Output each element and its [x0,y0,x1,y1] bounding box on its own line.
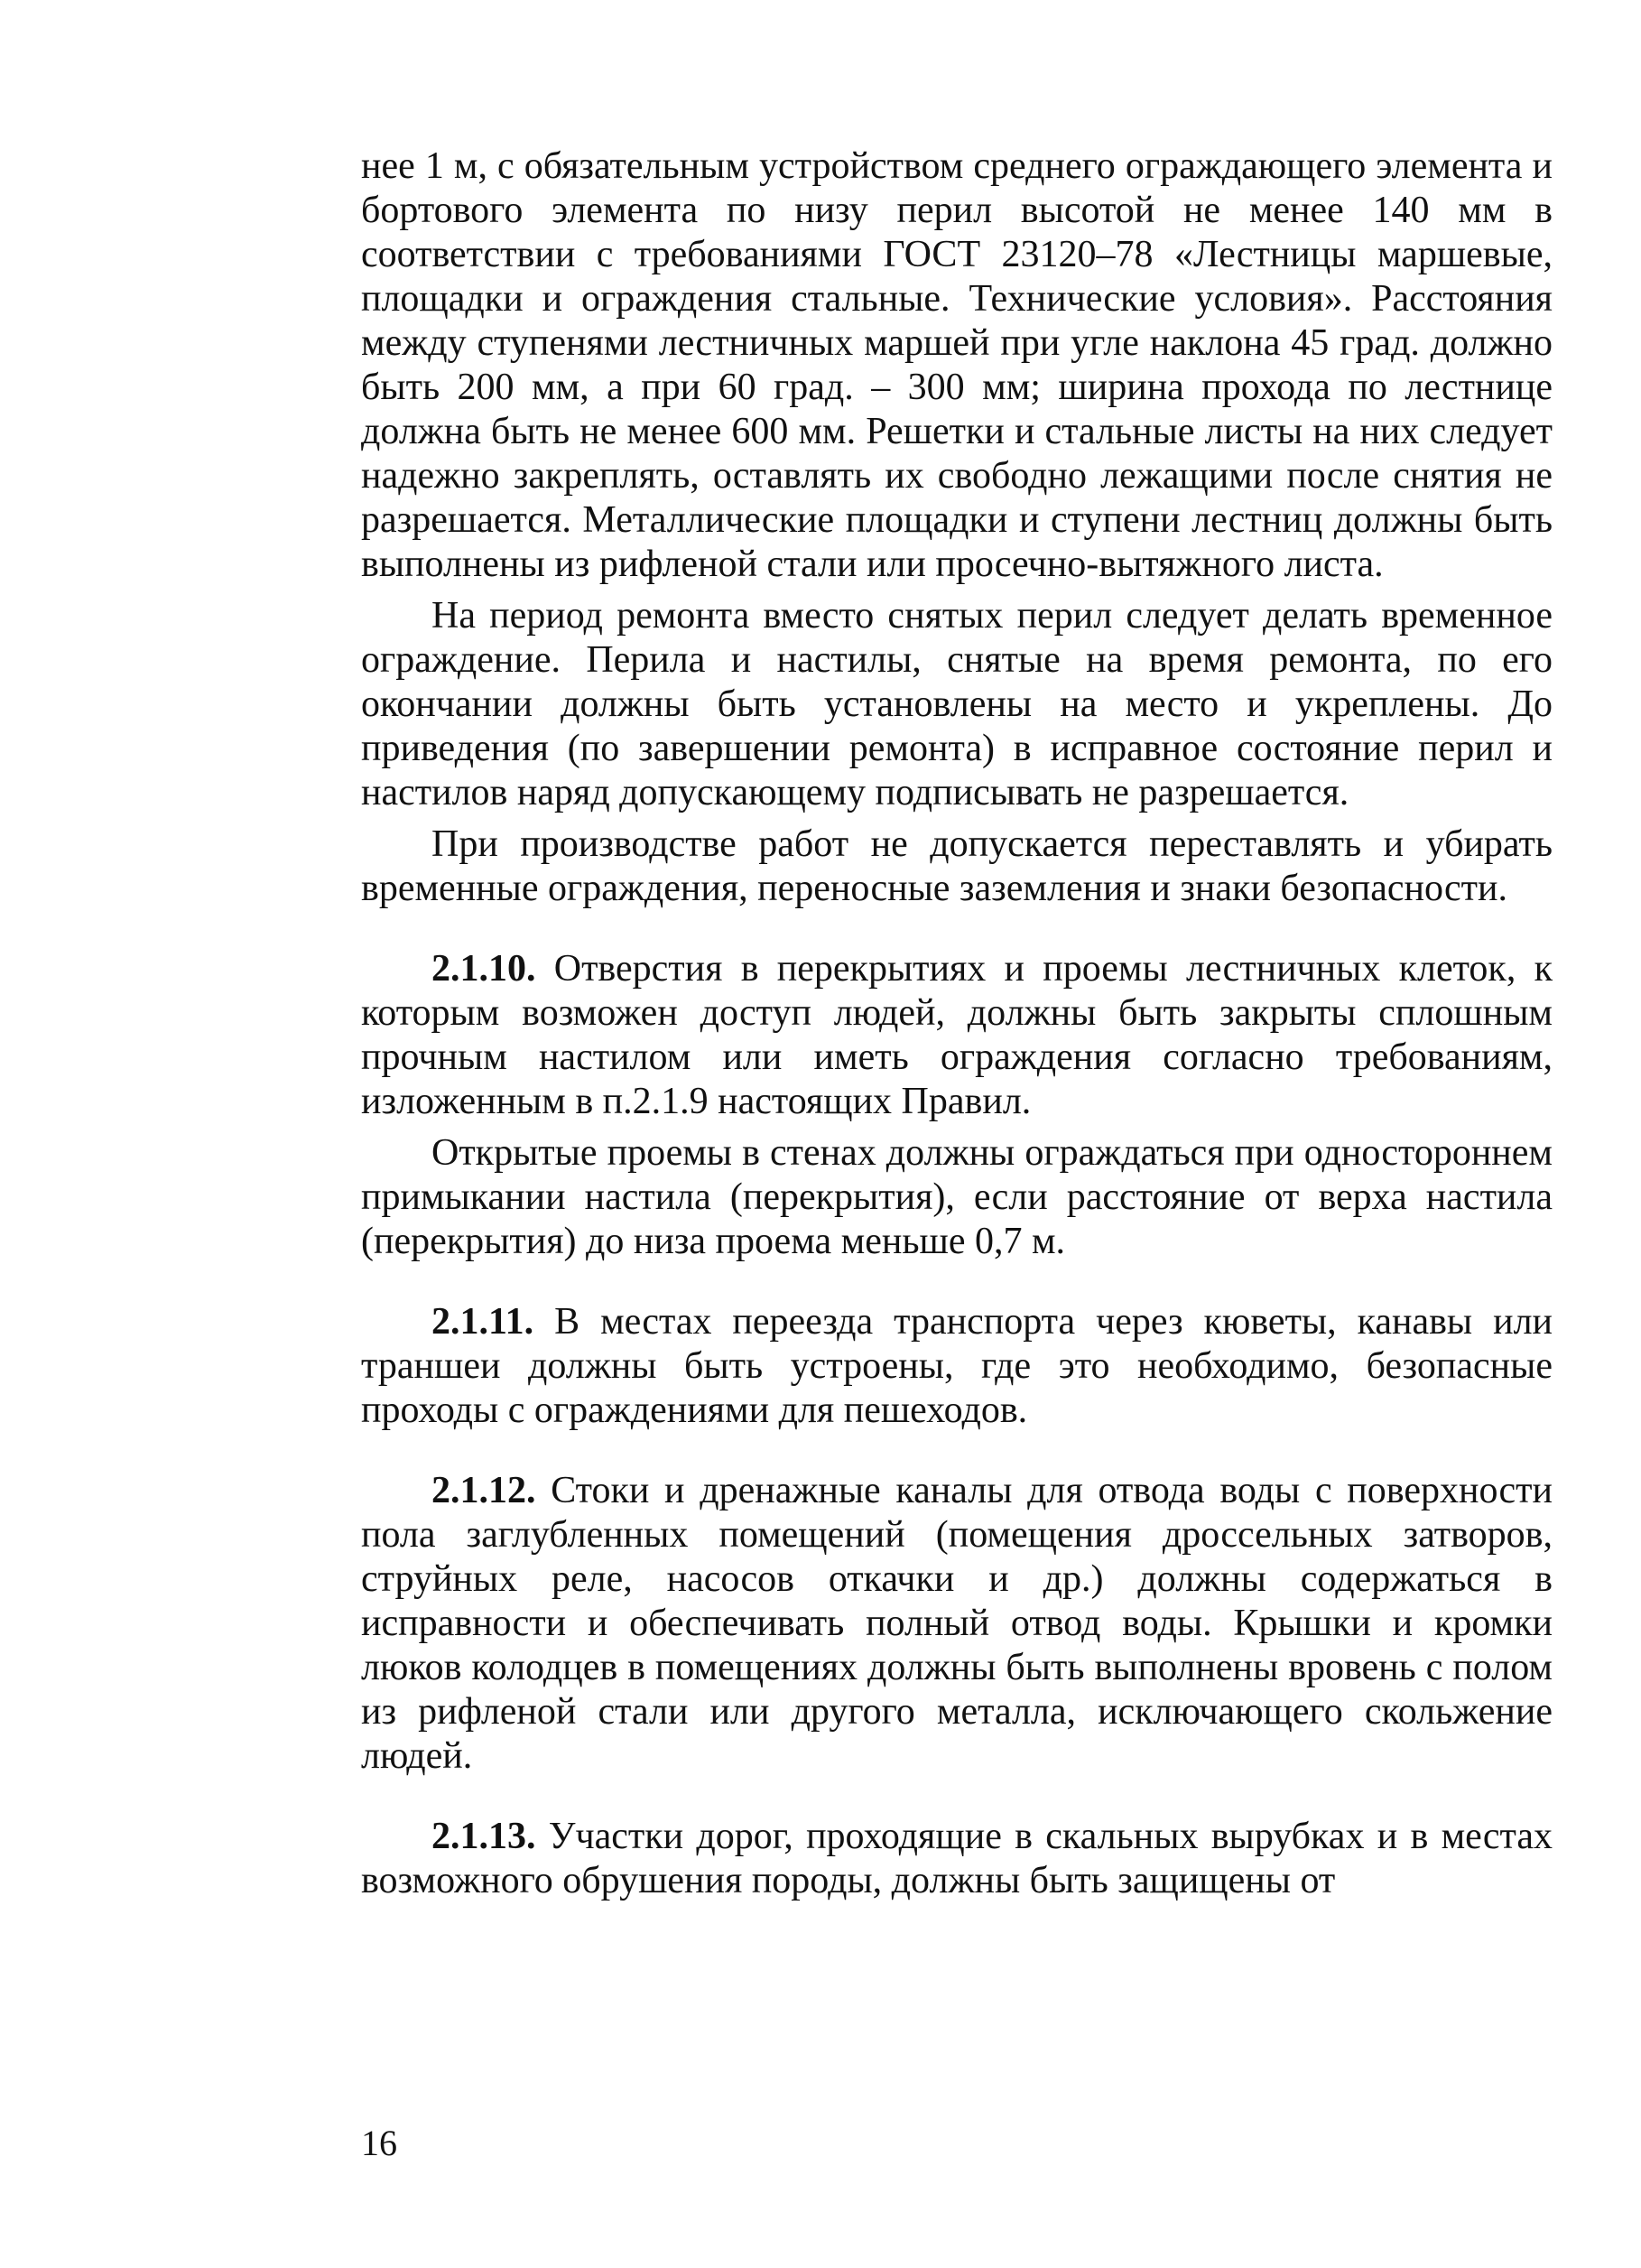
paragraph-text: Открытые проемы в стенах должны ограждаться при одностороннем примыкании настила (перекрытия), если расстояние от верха настила (перекрытия) до низа проема меньше 0,7 м. [361,1132,1553,1262]
paragraph-wall-openings [361,1131,1553,1264]
paragraph-temporary-fencing [361,823,1553,911]
paragraph-repair-fencing [361,594,1553,815]
section-number: 2.1.13. [431,1816,536,1857]
section-number: 2.1.10. [431,948,536,990]
paragraph-text: На период ремонта вместо снятых перил следует делать временное ограждение. Перила и настилы, снятые на время ремонта, по его окончании должны быть установлены на место и укреплены. До приведения (по завершении ремонта) в исправное состояние перил и настилов наряд допускающему подписывать не разрешается. [361,595,1553,813]
section-2-1-11 [361,1300,1553,1433]
section-number: 2.1.11. [431,1301,534,1343]
section-2-1-10 [361,947,1553,1124]
body-text [361,144,1553,1903]
section-number: 2.1.12. [431,1470,536,1511]
paragraph-text: При производстве работ не допускается переставлять и убирать временные ограждения, переносные заземления и знаки безопасности. [361,823,1553,909]
page-number: 16 [361,2123,397,2163]
paragraph-railing-requirements [361,144,1553,587]
paragraph-text: Участки дорог, проходящие в скальных вырубках и в местах возможного обрушения породы, должны быть защищены от [361,1816,1553,1901]
paragraph-text: Стоки и дренажные каналы для отвода воды с поверхности пола заглубленных помещений (помещения дроссельных затворов, струйных реле, насосов откачки и др.) должны содержаться в исправности и обеспечивать полный отвод воды. Крышки и кромки люков колодцев в помещениях должны быть выполнены вровень с полом из рифленой стали или другого металла, исключающего скольжение людей. [361,1470,1553,1777]
paragraph-text: В местах переезда транспорта через кюветы, канавы или траншеи должны быть устроены, где это необходимо, безопасные проходы с ограждениями для пешеходов. [361,1301,1553,1431]
paragraph-text: нее 1 м, с обязательным устройством среднего ограждающего элемента и бортового элемента по низу перил высотой не менее 140 мм в соответствии с требованиями ГОСТ 23120–78 «Лестницы маршевые, площадки и ограждения стальные. Технические условия». Расстояния между ступенями лестничных маршей при угле наклона 45 град. должно быть 200 мм, а при 60 град. – 300 мм; ширина прохода по лестнице должна быть не менее 600 мм. Решетки и стальные листы на них следует надежно закреплять, оставлять их свободно лежащими после снятия не разрешается. Металлические площадки и ступени лестниц должны быть выполнены из рифленой стали или просечно-вытяжного листа. [361,145,1553,585]
section-2-1-12 [361,1469,1553,1779]
paragraph-text: Отверстия в перекрытиях и проемы лестничных клеток, к которым возможен доступ людей, должны быть закрыты сплошным прочным настилом или иметь ограждения согласно требованиям, изложенным в п.2.1.9 настоящих Правил. [361,948,1553,1122]
section-2-1-13 [361,1815,1553,1903]
